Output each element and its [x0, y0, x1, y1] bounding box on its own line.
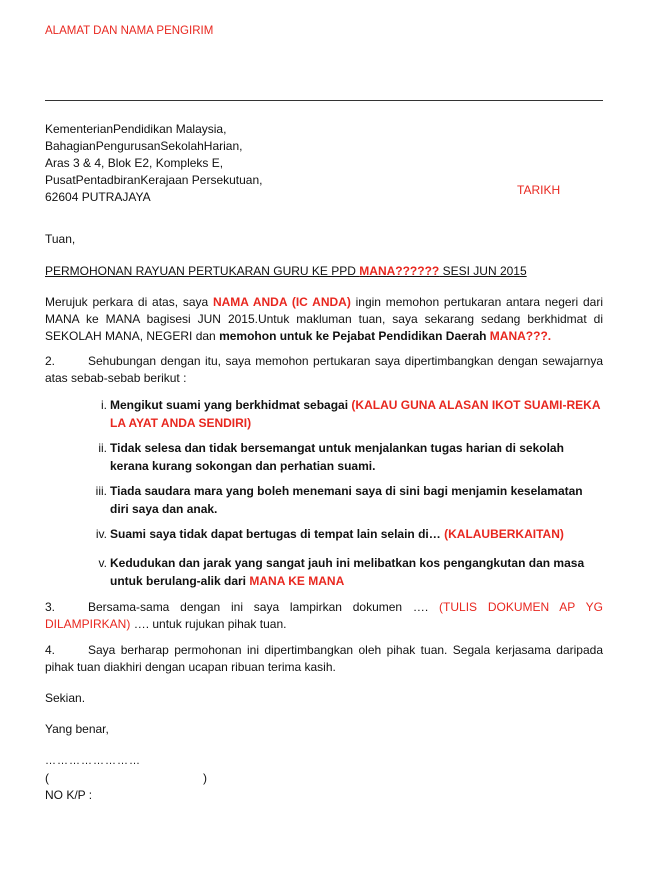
list-item-text: Mengikut suami yang berkhidmat sebagai [110, 398, 352, 412]
address-line: BahagianPengurusanSekolahHarian, [45, 139, 243, 153]
list-item-number: v. [98, 556, 107, 570]
signoff: Yang benar, [45, 722, 109, 736]
letter-subject [45, 264, 527, 278]
name-placeholder [45, 771, 215, 785]
recipient-address [45, 121, 262, 206]
paragraph-1 [45, 294, 603, 345]
paragraph-number: 4. [45, 643, 56, 657]
list-item-text: Tidak selesa dan tidak bersemangat untuk menjalankan tugas harian di sekolah kerana kurang sokongan dan perhatian suami. [110, 441, 564, 473]
subject-suffix: SESI JUN 2015 [439, 264, 527, 278]
para1-text-c: memohon untuk ke Pejabat Pendidikan Daerah [219, 329, 490, 343]
documents-note: (TULIS DOKUMEN AP YG DILAMPIRKAN) [45, 600, 604, 631]
para2-text: Sehubungan dengan itu, saya memohon pertukaran saya dipertimbangkan dengan sewajarnya atas sebab-sebab berikut : [45, 354, 603, 385]
list-item-number: i. [101, 398, 107, 412]
closing: Sekian. [45, 691, 86, 705]
address-line: PusatPentadbiranKerajaan Persekutuan, [45, 173, 263, 187]
paragraph-2 [45, 353, 603, 387]
address-line: KementerianPendidikan Malaysia, [45, 122, 227, 136]
para1-text-a: Merujuk perkara di atas, saya [45, 295, 213, 309]
address-line: Aras 3 & 4, Blok E2, Kompleks E, [45, 156, 224, 170]
paragraph-4 [45, 642, 603, 676]
divider-line [45, 100, 603, 101]
district-placeholder: MANA???. [489, 329, 552, 343]
applicant-name-placeholder: NAMA ANDA (IC ANDA) [212, 295, 351, 309]
paragraph-number: 2. [45, 354, 56, 368]
para3-text: Bersama-sama dengan ini saya lampirkan dokumen …. [88, 600, 440, 614]
list-item-number: iii. [95, 484, 107, 498]
list-item-note: (KALAUBERKAITAN) [444, 527, 564, 541]
para1-text-b: ingin memohon pertukaran antara negeri dari MANA ke MANA bagisesi JUN 2015.Untuk makluman tuan, saya sekarang sedang berkhidmat di SEKOLAH MANA, NEGERI dan [45, 295, 603, 343]
signature-line: …………………… [45, 755, 141, 767]
list-item-note: (KALAU GUNA ALASAN IKOT SUAMI-REKA LA AYAT ANDA SENDIRI) [110, 398, 601, 430]
list-item-number: iv. [95, 527, 107, 541]
subject-highlight: MANA?????? [359, 264, 440, 278]
name-open-paren: ( [45, 771, 49, 785]
list-item-note: MANA KE MANA [249, 573, 345, 588]
para3-tail: …. untuk rujukan pihak tuan. [130, 617, 287, 631]
paragraph-3 [45, 599, 603, 633]
para4-text: Saya berharap permohonan ini dipertimbangkan oleh pihak tuan. Segala kerjasama daripada pihak tuan diakhiri dengan ucapan ribuan terima kasih. [45, 643, 603, 674]
list-item-text: Suami saya tidak dapat bertugas di tempat lain selain di… [110, 527, 445, 541]
name-close-paren: ) [203, 771, 207, 785]
paragraph-number: 3. [45, 600, 56, 614]
list-item-number: ii. [98, 441, 107, 455]
address-line: 62604 PUTRAJAYA [45, 190, 151, 204]
date-placeholder: TARIKH [517, 183, 561, 197]
list-item-text: Tiada saudara mara yang boleh menemani saya di sini bagi menjamin keselamatan diri saya dan anak. [110, 484, 583, 516]
ic-number-label: NO K/P : [45, 788, 93, 802]
list-item-text: Kedudukan dan jarak yang sangat jauh ini melibatkan kos pengangkutan dan masa untuk berulang-alik dari [110, 556, 585, 588]
subject-prefix: PERMOHONAN RAYUAN PERTUKARAN GURU KE PPD [45, 264, 360, 278]
sender-placeholder: ALAMAT DAN NAMA PENGIRIM [45, 25, 214, 37]
salutation: Tuan, [45, 232, 76, 246]
